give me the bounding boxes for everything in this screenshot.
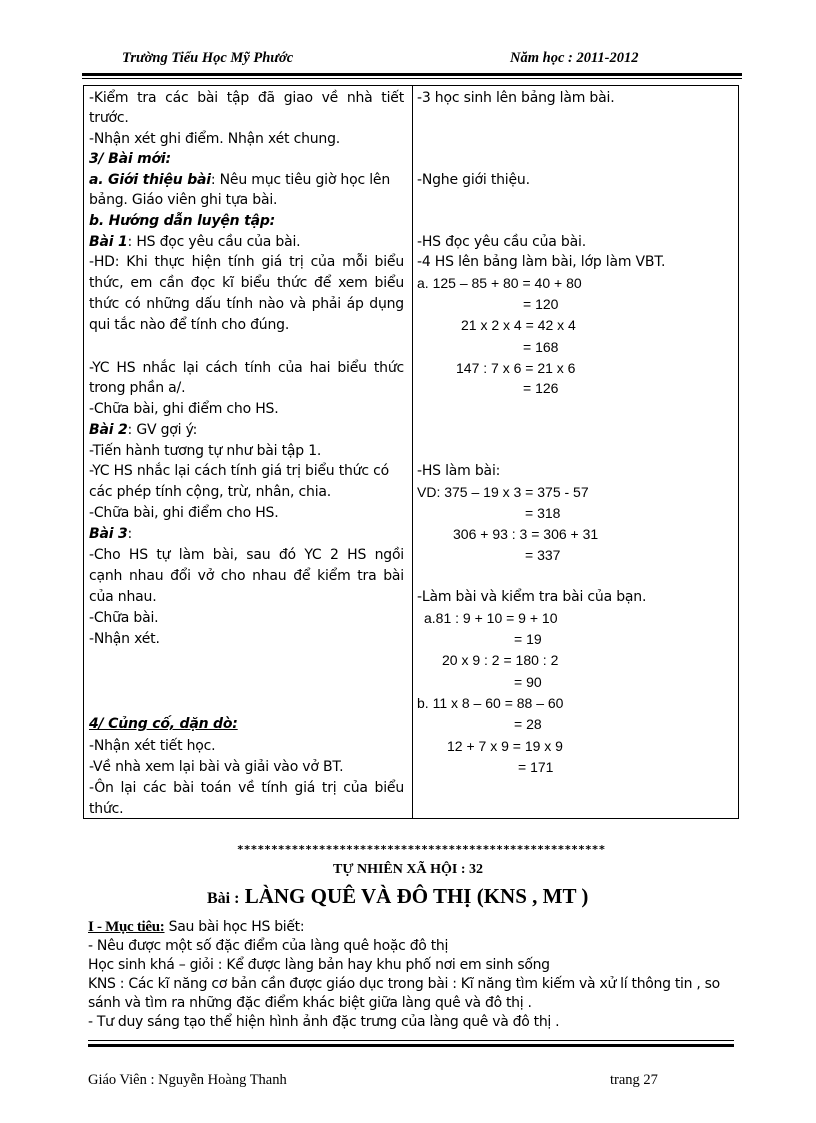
table-line: [89, 232, 404, 252]
lesson-title-text: LÀNG QUÊ VÀ ĐÔ THỊ (KNS , MT ): [244, 884, 589, 908]
math-line: 147 : 7 x 6 = 21 x 6: [456, 360, 576, 376]
section-heading-wrap-up: 4/ Củng cố, dặn dò:: [89, 716, 238, 732]
math-line: = 171: [518, 759, 554, 775]
objective-item: - Nêu được một số đặc điểm của làng quê hoặc đô thị: [88, 938, 449, 954]
section-heading-new-lesson: 3/ Bài mới:: [89, 151, 171, 167]
exercise-3-label: Bài 3: [89, 526, 128, 542]
math-line: = 337: [525, 547, 561, 563]
table-line: -HD: Khi thực hiện tính giá trị của mỗi biểu: [89, 254, 404, 270]
footer-divider-thick: [88, 1044, 734, 1047]
objectives-intro: Sau bài học HS biết:: [164, 919, 305, 935]
math-line: 12 + 7 x 9 = 19 x 9: [447, 738, 563, 754]
table-line: thức.: [89, 801, 124, 817]
table-line-text: : HS đọc yêu cầu của bài.: [127, 234, 301, 250]
objective-item: Học sinh khá – giỏi : Kể được làng bản hay khu phố nơi em sinh sống: [88, 957, 550, 973]
objectives-heading-line: [88, 918, 304, 936]
table-line: -HS làm bài:: [417, 463, 501, 479]
math-line: = 28: [514, 716, 542, 732]
math-line: 21 x 2 x 4 = 42 x 4: [461, 317, 576, 333]
header-divider-thick: [82, 73, 742, 76]
subject-heading: TỰ NHIÊN XÃ HỘI : 32: [333, 862, 483, 877]
table-line: -Tiến hành tương tự như bài tập 1.: [89, 443, 322, 459]
table-line: -Ôn lại các bài toán về tính giá trị của biểu: [89, 780, 404, 796]
subheading-practice: b. Hướng dẫn luyện tập:: [89, 213, 276, 229]
lesson-title-prefix: Bài :: [207, 890, 240, 907]
lesson-title: [207, 884, 588, 909]
exercise-2-label: Bài 2: [89, 422, 128, 438]
table-line: -3 học sinh lên bảng làm bài.: [417, 90, 615, 106]
table-line-text: :: [127, 526, 133, 542]
table-line: thức, em cần đọc kĩ biểu thức để xem biểu: [89, 275, 404, 291]
table-line: [89, 524, 404, 544]
table-line: -YC HS nhắc lại cách tính giá trị biểu thức có: [89, 463, 389, 479]
table-line: -Kiểm tra các bài tập đã giao về nhà tiết: [89, 90, 404, 106]
objective-item: - Tư duy sáng tạo thể hiện hình ảnh đặc trưng của làng quê và đô thị .: [88, 1014, 560, 1030]
table-line: -Chữa bài, ghi điểm cho HS.: [89, 505, 279, 521]
table-line: bảng. Giáo viên ghi tựa bài.: [89, 192, 278, 208]
table-line: -Làm bài và kiểm tra bài của bạn.: [417, 589, 647, 605]
table-line: -Cho HS tự làm bài, sau đó YC 2 HS ngồi: [89, 547, 404, 563]
math-line: 306 + 93 : 3 = 306 + 31: [453, 526, 599, 542]
math-line: a.81 : 9 + 10 = 9 + 10: [424, 610, 558, 626]
table-column-divider: [412, 86, 413, 818]
separator-stars: ******************************************************: [237, 843, 606, 856]
table-line: -Nhận xét ghi điểm. Nhận xét chung.: [89, 131, 341, 147]
objective-item: sánh và tìm ra những đặc điểm khác biệt giữa làng quê và đô thị .: [88, 995, 532, 1011]
objective-item: KNS : Các kĩ năng cơ bản cần được giáo dục trong bài : Kĩ năng tìm kiếm và xử lí thông tin , so: [88, 976, 720, 992]
exercise-1-label: Bài 1: [89, 234, 128, 250]
table-line: thức có những dấu tính nào và phải áp dụng: [89, 296, 404, 312]
table-line: -Chữa bài.: [89, 610, 159, 626]
table-line: của nhau.: [89, 589, 157, 605]
table-line: trong phần a/.: [89, 380, 186, 396]
math-line: 20 x 9 : 2 = 180 : 2: [442, 652, 559, 668]
math-line: = 168: [523, 339, 559, 355]
table-line: [89, 170, 404, 190]
footer-page-number: trang 27: [610, 1072, 658, 1088]
table-line-text: : Nêu mục tiêu giờ học lên: [210, 172, 390, 188]
math-line: = 19: [514, 631, 542, 647]
math-line: = 120: [523, 296, 559, 312]
math-line: b. 11 x 8 – 60 = 88 – 60: [417, 695, 564, 711]
header-school-year: Năm học : 2011-2012: [510, 50, 639, 66]
table-line: cạnh nhau đổi vở cho nhau để kiểm tra bài: [89, 568, 404, 584]
header-divider-thin: [82, 78, 742, 79]
table-line: -Nhận xét.: [89, 631, 160, 647]
footer-teacher: Giáo Viên : Nguyễn Hoàng Thanh: [88, 1072, 287, 1088]
math-line: = 90: [514, 674, 542, 690]
table-line: -Nghe giới thiệu.: [417, 172, 530, 188]
footer-divider-thin: [88, 1040, 734, 1041]
header-school: Trường Tiểu Học Mỹ Phước: [122, 50, 294, 66]
table-line: -Về nhà xem lại bài và giải vào vở BT.: [89, 759, 344, 775]
math-line: VD: 375 – 19 x 3 = 375 - 57: [417, 484, 589, 500]
math-line: a. 125 – 85 + 80 = 40 + 80: [417, 275, 582, 291]
table-line: -HS đọc yêu cầu của bài.: [417, 234, 586, 250]
table-line: qui tắc nào để tính cho đúng.: [89, 317, 290, 333]
table-line: -Chữa bài, ghi điểm cho HS.: [89, 401, 279, 417]
table-line: -Nhận xét tiết học.: [89, 738, 216, 754]
lesson-plan-table: [83, 85, 739, 819]
table-line: trước.: [89, 110, 129, 126]
objectives-heading: I - Mục tiêu:: [88, 919, 165, 935]
table-line: -4 HS lên bảng làm bài, lớp làm VBT.: [417, 254, 666, 270]
table-line: [89, 420, 404, 440]
table-line: -YC HS nhắc lại cách tính của hai biểu thức: [89, 360, 404, 376]
subheading-intro: a. Giới thiệu bài: [89, 172, 211, 188]
table-line: các phép tính cộng, trừ, nhân, chia.: [89, 484, 332, 500]
table-line-text: : GV gợi ý:: [127, 422, 198, 438]
math-line: = 126: [523, 380, 559, 396]
math-line: = 318: [525, 505, 561, 521]
